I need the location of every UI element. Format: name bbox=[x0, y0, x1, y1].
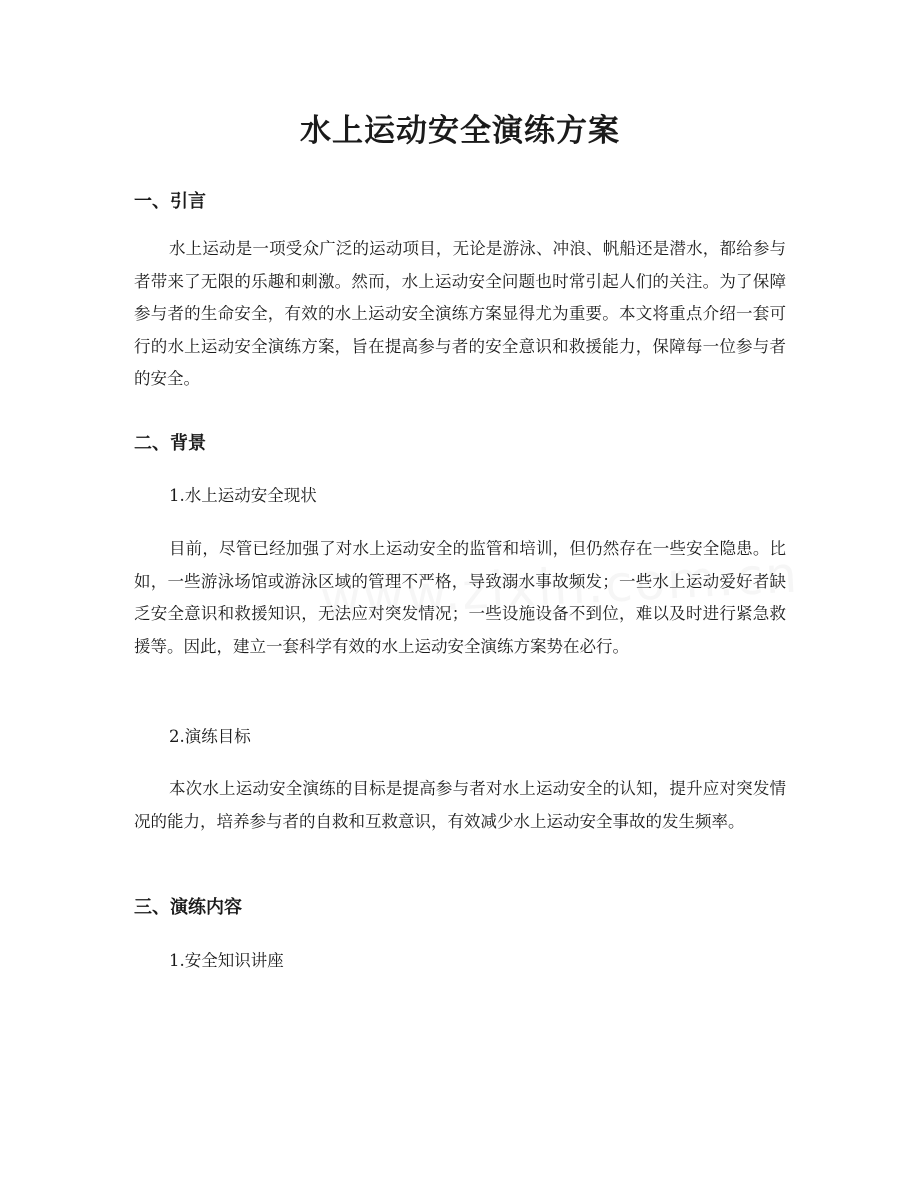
introduction-paragraph: 水上运动是一项受众广泛的运动项目，无论是游泳、冲浪、帆船还是潜水，都给参与者带来了无限的乐趣和刺激。然而，水上运动安全问题也时常引起人们的关注。为了保障参与者的生命安全，有效的水上运动安全演练方案显得尤为重要。本文将重点介绍一套可行的水上运动安全演练方案，旨在提高参与者的安全意识和救援能力，保障每一位参与者的安全。 bbox=[134, 239, 786, 388]
section-heading-drill-content: 三、演练内容 bbox=[134, 897, 242, 918]
subsection-title-safety-lecture: 1.安全知识讲座 bbox=[169, 951, 284, 970]
document-title: 水上运动安全演练方案 bbox=[300, 113, 620, 149]
section-heading-background: 二、背景 bbox=[134, 433, 206, 454]
subsection-title-safety-status: 1.水上运动安全现状 bbox=[169, 486, 317, 505]
subsection-title-drill-goals: 2.演练目标 bbox=[169, 727, 251, 746]
safety-status-paragraph: 目前，尽管已经加强了对水上运动安全的监管和培训，但仍然存在一些安全隐患。比如，一些游泳场馆或游泳区域的管理不严格，导致溺水事故频发；一些水上运动爱好者缺乏安全意识和救援知识，无法应对突发情况；一些设施设备不到位，难以及时进行紧急救援等。因此，建立一套科学有效的水上运动安全演练方案势在必行。 bbox=[134, 539, 786, 656]
drill-goals-paragraph: 本次水上运动安全演练的目标是提高参与者对水上运动安全的认知，提升应对突发情况的能力，培养参与者的自救和互救意识，有效减少水上运动安全事故的发生频率。 bbox=[134, 779, 786, 831]
section-heading-introduction: 一、引言 bbox=[134, 191, 206, 212]
